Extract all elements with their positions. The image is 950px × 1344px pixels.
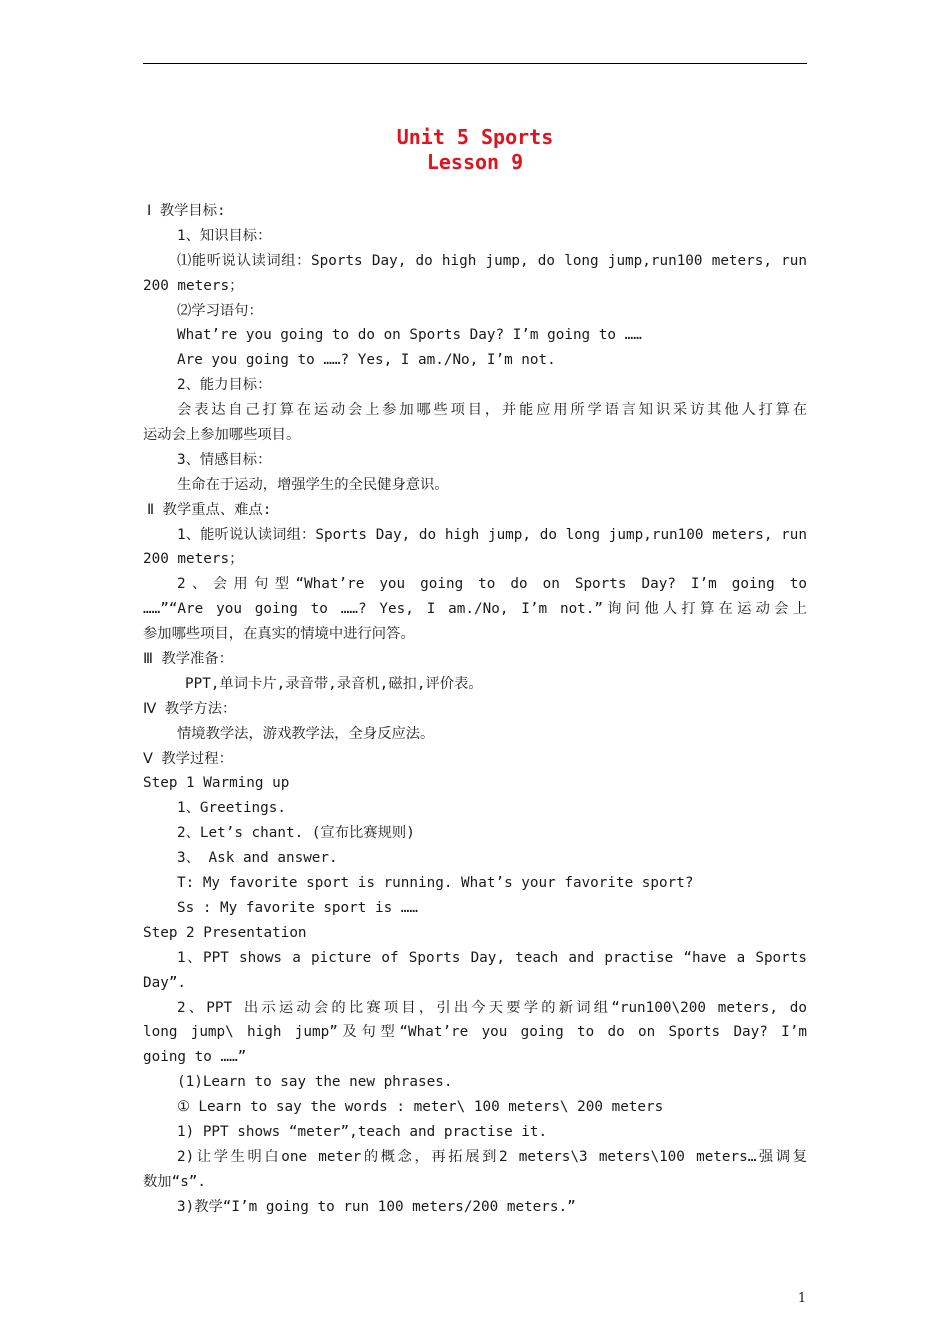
paragraph-line: 生命在于运动，增强学生的全民健身意识。 — [177, 476, 449, 493]
paragraph-line: 1、能听说认读词组：Sports Day, do high jump, do long jump,run100 meters, run — [177, 526, 807, 543]
paragraph-line: Ss : My favorite sport is …… — [177, 899, 419, 916]
section-heading: Ⅰ 教学目标: — [147, 203, 226, 219]
paragraph-line: 2、会用句型“What’re you going to do on Sports Day? I’m going to — [177, 576, 807, 593]
page-number: 1 — [797, 1291, 807, 1306]
paragraph-line: 200 meters； — [143, 277, 244, 294]
paragraph-line: 2)让学生明白one meter的概念，再拓展到2 meters\3 meters\100 meters…强调复 — [177, 1148, 807, 1165]
paragraph-line: ⑴能听说认读词组：Sports Day, do high jump, do long jump,run100 meters, run — [177, 252, 807, 269]
section-heading: Ⅲ 教学准备： — [143, 651, 233, 668]
paragraph-line: Day”. — [143, 974, 187, 991]
paragraph-line: 情境教学法，游戏教学法，全身反应法。 — [177, 725, 435, 742]
step-heading: Step 1 Warming up — [143, 775, 290, 792]
paragraph-line: 2、PPT 出示运动会的比赛项目，引出今天要学的新词组“run100\200 meters, do — [177, 999, 807, 1016]
subheading: 1、知识目标： — [177, 227, 272, 244]
paragraph-line: 会表达自己打算在运动会上参加哪些项目，并能应用所学语言知识采访其他人打算在 — [177, 402, 807, 419]
paragraph-line: 运动会上参加哪些项目。 — [143, 427, 301, 444]
paragraph-line: Are you going to ……? Yes, I am./No, I’m not. — [177, 352, 556, 369]
paragraph-line: 1、Greetings. — [177, 800, 286, 817]
paragraph-line: 3)教学“I’m going to run 100 meters/200 meters.” — [177, 1198, 576, 1215]
paragraph-line: 数加“s”. — [143, 1173, 207, 1190]
paragraph-line: 3、 Ask and answer. — [177, 850, 338, 867]
lesson-title: Lesson 9 — [426, 150, 524, 174]
paragraph-line: 1) PPT shows “meter”,teach and practise it. — [177, 1123, 548, 1140]
paragraph-line: T: My favorite sport is running. What’s your favorite sport? — [177, 875, 694, 892]
section-heading: Ⅴ 教学过程： — [143, 750, 233, 767]
paragraph-line: long jump\ high jump”及句型“What’re you going to do on Sports Day? I’m — [143, 1024, 807, 1041]
document-body — [143, 199, 807, 1220]
paragraph-line: What’re you going to do on Sports Day? I’m going to …… — [177, 327, 642, 344]
paragraph-line: ① Learn to say the words : meter\ 100 meters\ 200 meters — [177, 1099, 664, 1116]
subheading: ⑵学习语句： — [177, 302, 263, 319]
paragraph-line: going to ……” — [143, 1049, 247, 1066]
paragraph-line: 参加哪些项目，在真实的情境中进行问答。 — [143, 626, 415, 643]
paragraph-line: 2、Let’s chant. (宣布比赛规则) — [177, 825, 415, 842]
paragraph-line: 1、PPT shows a picture of Sports Day, teach and practise “have a Sports — [177, 949, 807, 966]
paragraph-line: PPT,单词卡片,录音带,录音机,磁扣,评价表。 — [185, 675, 483, 692]
paragraph-line: 200 meters； — [143, 551, 244, 568]
step-heading: Step 2 Presentation — [143, 924, 307, 941]
paragraph-line: (1)Learn to say the new phrases. — [177, 1074, 453, 1091]
section-heading: Ⅳ 教学方法： — [143, 700, 237, 717]
subheading: 3、情感目标： — [177, 451, 272, 468]
header-rule — [143, 63, 807, 64]
unit-title: Unit 5 Sports — [396, 125, 554, 149]
paragraph-line: ……”“Are you going to ……? Yes, I am./No, I’m not.”询问他人打算在运动会上 — [143, 601, 807, 618]
section-heading: Ⅱ 教学重点、难点: — [147, 501, 272, 518]
subheading: 2、能力目标： — [177, 377, 272, 394]
